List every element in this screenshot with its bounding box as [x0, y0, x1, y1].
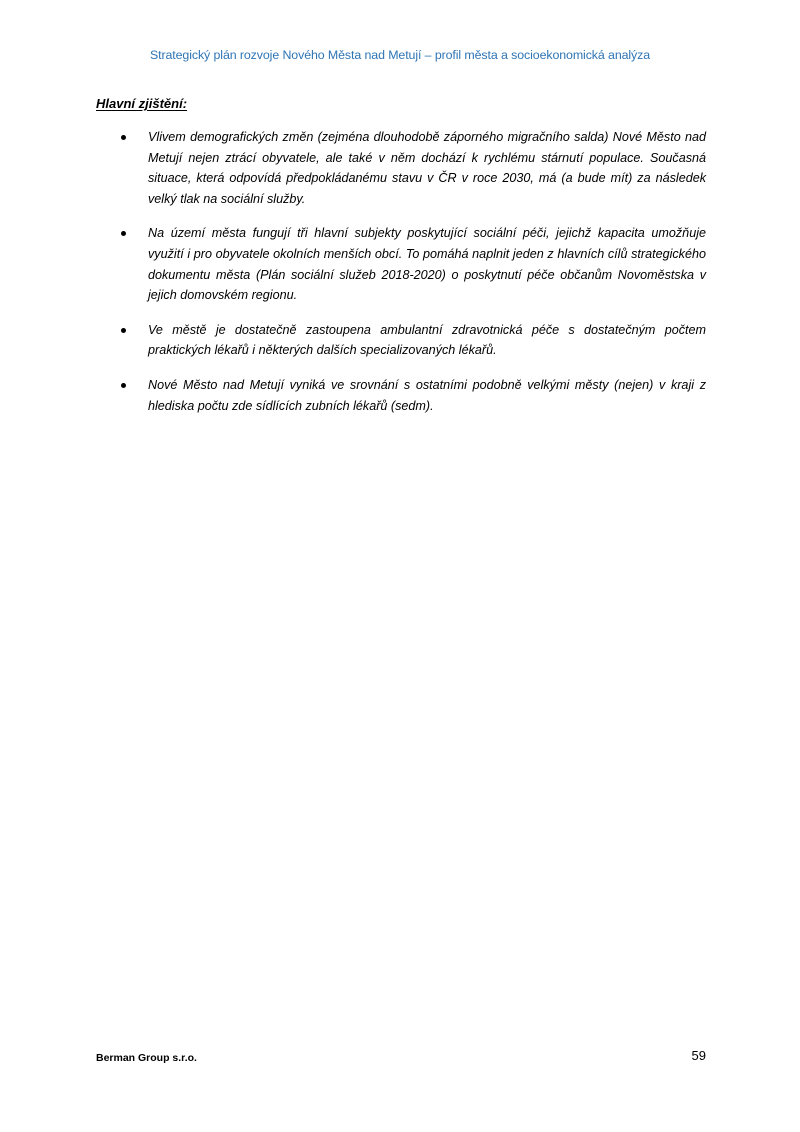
list-item: [0, 223, 800, 305]
footer-company: Berman Group s.r.o.: [96, 1052, 197, 1064]
bullet-icon: [121, 383, 126, 388]
bullet-icon: [121, 328, 126, 333]
list-item: [0, 375, 800, 416]
finding-text: Nové Město nad Metují vyniká ve srovnání s ostatními podobně velkými městy (nejen) v kraji z hlediska počtu zde sídlících zubních lékařů (sedm).: [148, 377, 706, 413]
list-item: [0, 320, 800, 361]
findings-list: [0, 127, 800, 430]
list-item: [0, 127, 800, 209]
bullet-icon: [121, 231, 126, 236]
finding-text: Ve městě je dostatečně zastoupena ambulantní zdravotnická péče s dostatečným počtem praktických lékařů i některých dalších specializovaných lékařů.: [148, 322, 706, 358]
running-header: Strategický plán rozvoje Nového Města nad Metují – profil města a socioekonomická analýza: [149, 48, 651, 62]
section-heading: Hlavní zjištění:: [96, 96, 188, 111]
finding-text: Vlivem demografických změn (zejména dlouhodobě záporného migračního salda) Nové Město nad Metují nejen ztrácí obyvatele, ale také v něm dochází k rychlému stárnutí populace. Současná situace, která odpovídá předpokládanému stavu v ČR v roce 2030, má (a bude mít) za následek velký tlak na sociální služby.: [148, 130, 706, 206]
finding-text: Na území města fungují tři hlavní subjekty poskytující sociální péči, jejichž kapacita umožňuje využití i pro obyvatele okolních menších obcí. To pomáhá naplnit jeden z hlavních cílů strategického dokumentu města (Plán sociální služeb 2018-2020) o poskytnutí péče občanům Novoměstska v jejich domovském regionu.: [148, 226, 706, 303]
page-number: 59: [691, 1048, 706, 1063]
bullet-icon: [121, 135, 126, 140]
